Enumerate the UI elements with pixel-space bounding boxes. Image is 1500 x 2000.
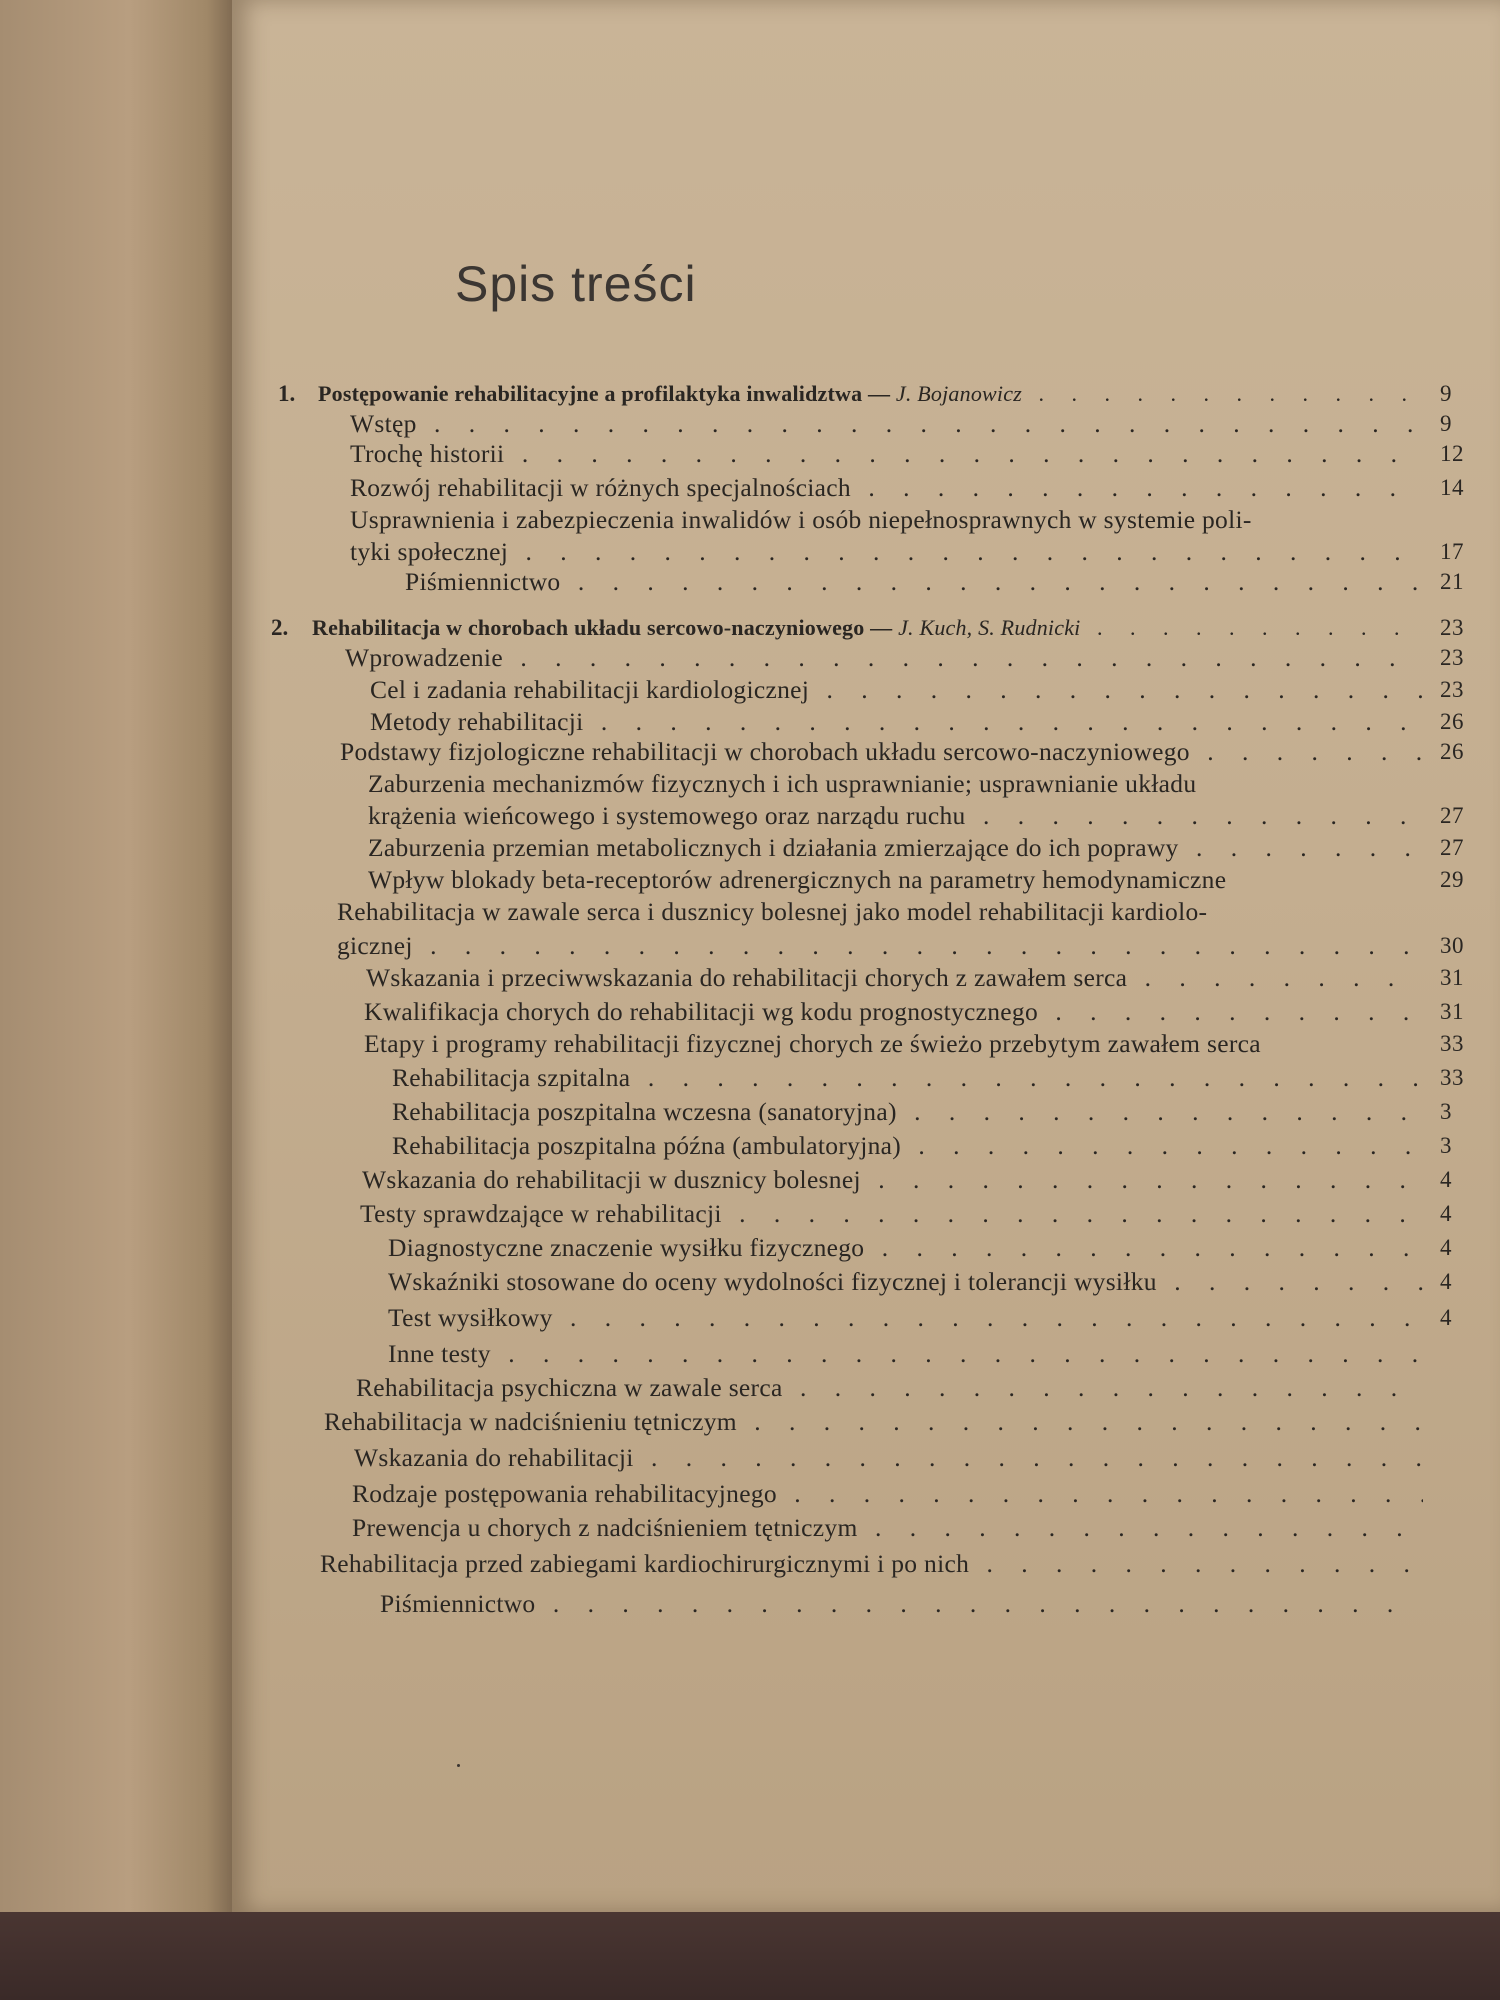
chapter-title: Postępowanie rehabilitacyjne a profilaktyka inwalidztwa — [318, 381, 863, 406]
page-number: 27 — [1440, 835, 1464, 860]
page-number: 33 — [1440, 1031, 1464, 1056]
page-number: 31 — [1440, 999, 1464, 1024]
page-number: 29 — [1440, 867, 1464, 892]
toc-entry — [0, 1441, 1500, 1475]
page-number: 14 — [1440, 475, 1464, 500]
entry-title: Prewencja u chorych z nadciśnieniem tętniczym . . . — [352, 1511, 1423, 1545]
page-number: 4 — [1440, 1201, 1452, 1226]
chapter-heading — [312, 611, 1423, 645]
entry-title: Metody rehabilitacji . . . — [370, 705, 1423, 739]
toc-entry — [0, 799, 1500, 833]
entry-title: Rodzaje postępowania rehabilitacyjnego . . . — [352, 1477, 1423, 1511]
page-number: 9 — [1440, 381, 1452, 406]
page-number: 4 — [1440, 1269, 1452, 1294]
entry-title: Rehabilitacja poszpitalna wczesna (sanatoryjna) . . . — [392, 1095, 1423, 1129]
page-number: 33 — [1440, 1065, 1464, 1090]
entry-title: Rehabilitacja szpitalna . . . — [392, 1061, 1423, 1095]
page-title: Spis treści — [455, 256, 697, 312]
entry-title: Rehabilitacja w nadciśnieniu tętniczym . . . — [324, 1405, 1423, 1439]
chapter-title: Rehabilitacja w chorobach układu sercowo-naczyniowego — [312, 615, 865, 640]
toc-entry — [0, 503, 1500, 537]
page-number: 12 — [1440, 441, 1464, 466]
toc-chapter-2 — [0, 611, 1500, 645]
entry-title: Wprowadzenie . . . — [345, 641, 1423, 675]
toc-entry — [0, 1301, 1500, 1335]
entry-title: Rehabilitacja poszpitalna późna (ambulatoryjna) . . . — [392, 1129, 1423, 1163]
page-number: 4 — [1440, 1167, 1452, 1192]
page-number: 3 — [1440, 1099, 1452, 1124]
page-number: 4 — [1440, 1305, 1452, 1330]
entry-title: krążenia wieńcowego i systemowego oraz narządu ruchu . . . — [368, 799, 1423, 833]
entry-title: Cel i zadania rehabilitacji kardiologicznej . . . — [370, 673, 1423, 707]
toc-entry — [0, 1231, 1500, 1265]
toc-entry — [0, 1095, 1500, 1129]
toc-entry — [0, 1061, 1500, 1095]
entry-title: Usprawnienia i zabezpieczenia inwalidów i osób niepełnosprawnych w systemie poli- — [350, 505, 1252, 534]
toc-entry — [0, 1163, 1500, 1197]
entry-title: Kwalifikacja chorych do rehabilitacji wg kodu prognostycznego . . . — [364, 995, 1423, 1029]
entry-title: Wskazania i przeciwwskazania do rehabilitacji chorych z zawałem serca . . . — [366, 961, 1423, 995]
toc-entry — [0, 1587, 1500, 1621]
toc-entry — [0, 437, 1500, 471]
entry-title: Inne testy . . . — [388, 1337, 1423, 1371]
toc-entry — [0, 471, 1500, 505]
chapter-author: J. Bojanowicz — [895, 381, 1022, 406]
toc-entry — [0, 1337, 1500, 1371]
entry-title: Piśmiennictwo . . . — [405, 565, 1423, 599]
toc-entry — [0, 863, 1500, 897]
entry-title: Testy sprawdzające w rehabilitacji . . . — [360, 1197, 1423, 1231]
toc-entry — [0, 535, 1500, 569]
entry-title: Wstęp . . . — [350, 407, 1423, 441]
entry-title: Wskazania do rehabilitacji w dusznicy bolesnej . . . — [362, 1163, 1423, 1197]
entry-title: tyki społecznej . . . — [350, 535, 1423, 569]
toc-entry — [0, 1027, 1500, 1061]
toc-entry — [0, 673, 1500, 707]
toc-entry — [0, 1371, 1500, 1405]
entry-title: Wskaźniki stosowane do oceny wydolności fizycznej i tolerancji wysiłku . . . — [388, 1265, 1423, 1299]
page-number: 30 — [1440, 933, 1464, 958]
toc-entry — [0, 565, 1500, 599]
entry-title: Piśmiennictwo . . . — [380, 1587, 1423, 1621]
toc-entry — [0, 1547, 1500, 1581]
entry-title: Rehabilitacja przed zabiegami kardiochirurgicznymi i po nich . . . — [320, 1547, 1423, 1581]
page-number: 23 — [1440, 677, 1464, 702]
entry-title: Zaburzenia mechanizmów fizycznych i ich usprawnianie; usprawnianie układu — [368, 769, 1197, 798]
chapter-dash: — — [864, 615, 899, 640]
table-surface — [0, 1912, 1500, 2000]
entry-title: Zaburzenia przemian metabolicznych i działania zmierzające do ich poprawy . . . — [368, 831, 1423, 865]
toc-entry — [0, 961, 1500, 995]
page-number: 9 — [1440, 411, 1452, 436]
page-number: 23 — [1440, 615, 1464, 640]
entry-title: Wpływ blokady beta-receptorów adrenergicznych na parametry hemodynamiczne — [368, 865, 1227, 894]
toc-entry — [0, 1265, 1500, 1299]
toc-entry — [0, 831, 1500, 865]
toc-entry — [0, 1405, 1500, 1439]
entry-title: Podstawy fizjologiczne rehabilitacji w chorobach układu sercowo-naczyniowego . . . — [340, 735, 1423, 769]
toc-entry — [0, 995, 1500, 1029]
entry-title: Rozwój rehabilitacji w różnych specjalnościach . . . — [350, 471, 1423, 505]
entry-title: Diagnostyczne znaczenie wysiłku fizycznego . . . — [388, 1231, 1423, 1265]
entry-title: Test wysiłkowy . . . — [388, 1301, 1423, 1335]
toc-chapter-1 — [0, 377, 1500, 411]
page-number: 27 — [1440, 803, 1464, 828]
entry-title: Rehabilitacja psychiczna w zawale serca . . . — [356, 1371, 1423, 1405]
chapter-author: J. Kuch, S. Rudnicki — [898, 615, 1081, 640]
toc-entry — [0, 1511, 1500, 1545]
entry-title: Etapy i programy rehabilitacji fizycznej chorych ze świeżo przebytym zawałem serca — [364, 1029, 1261, 1058]
page-number: 23 — [1440, 645, 1464, 670]
toc-entry — [0, 407, 1500, 441]
chapter-number: 1. — [278, 381, 296, 406]
chapter-number: 2. — [271, 615, 289, 640]
entry-title: Trochę historii . . . — [350, 437, 1423, 471]
chapter-heading — [318, 377, 1423, 411]
page-number: 26 — [1440, 709, 1464, 734]
toc-entry — [0, 767, 1500, 801]
chapter-dash: — — [862, 381, 896, 406]
ink-speck — [457, 1764, 460, 1767]
toc-entry — [0, 735, 1500, 769]
toc-entry — [0, 895, 1500, 929]
page-number: 21 — [1440, 569, 1464, 594]
toc-entry — [0, 929, 1500, 963]
toc-entry — [0, 1197, 1500, 1231]
entry-title: gicznej . . . — [337, 929, 1423, 963]
page-number: 17 — [1440, 539, 1464, 564]
entry-title: Rehabilitacja w zawale serca i dusznicy bolesnej jako model rehabilitacji kardiolo- — [337, 897, 1208, 926]
toc-entry — [0, 641, 1500, 675]
toc-entry — [0, 1129, 1500, 1163]
page-number: 3 — [1440, 1133, 1452, 1158]
toc-entry — [0, 705, 1500, 739]
entry-title: Wskazania do rehabilitacji . . . — [354, 1441, 1423, 1475]
page-number: 26 — [1440, 739, 1464, 764]
page-number: 31 — [1440, 965, 1464, 990]
toc-entry — [0, 1477, 1500, 1511]
page-number: 4 — [1440, 1235, 1452, 1260]
